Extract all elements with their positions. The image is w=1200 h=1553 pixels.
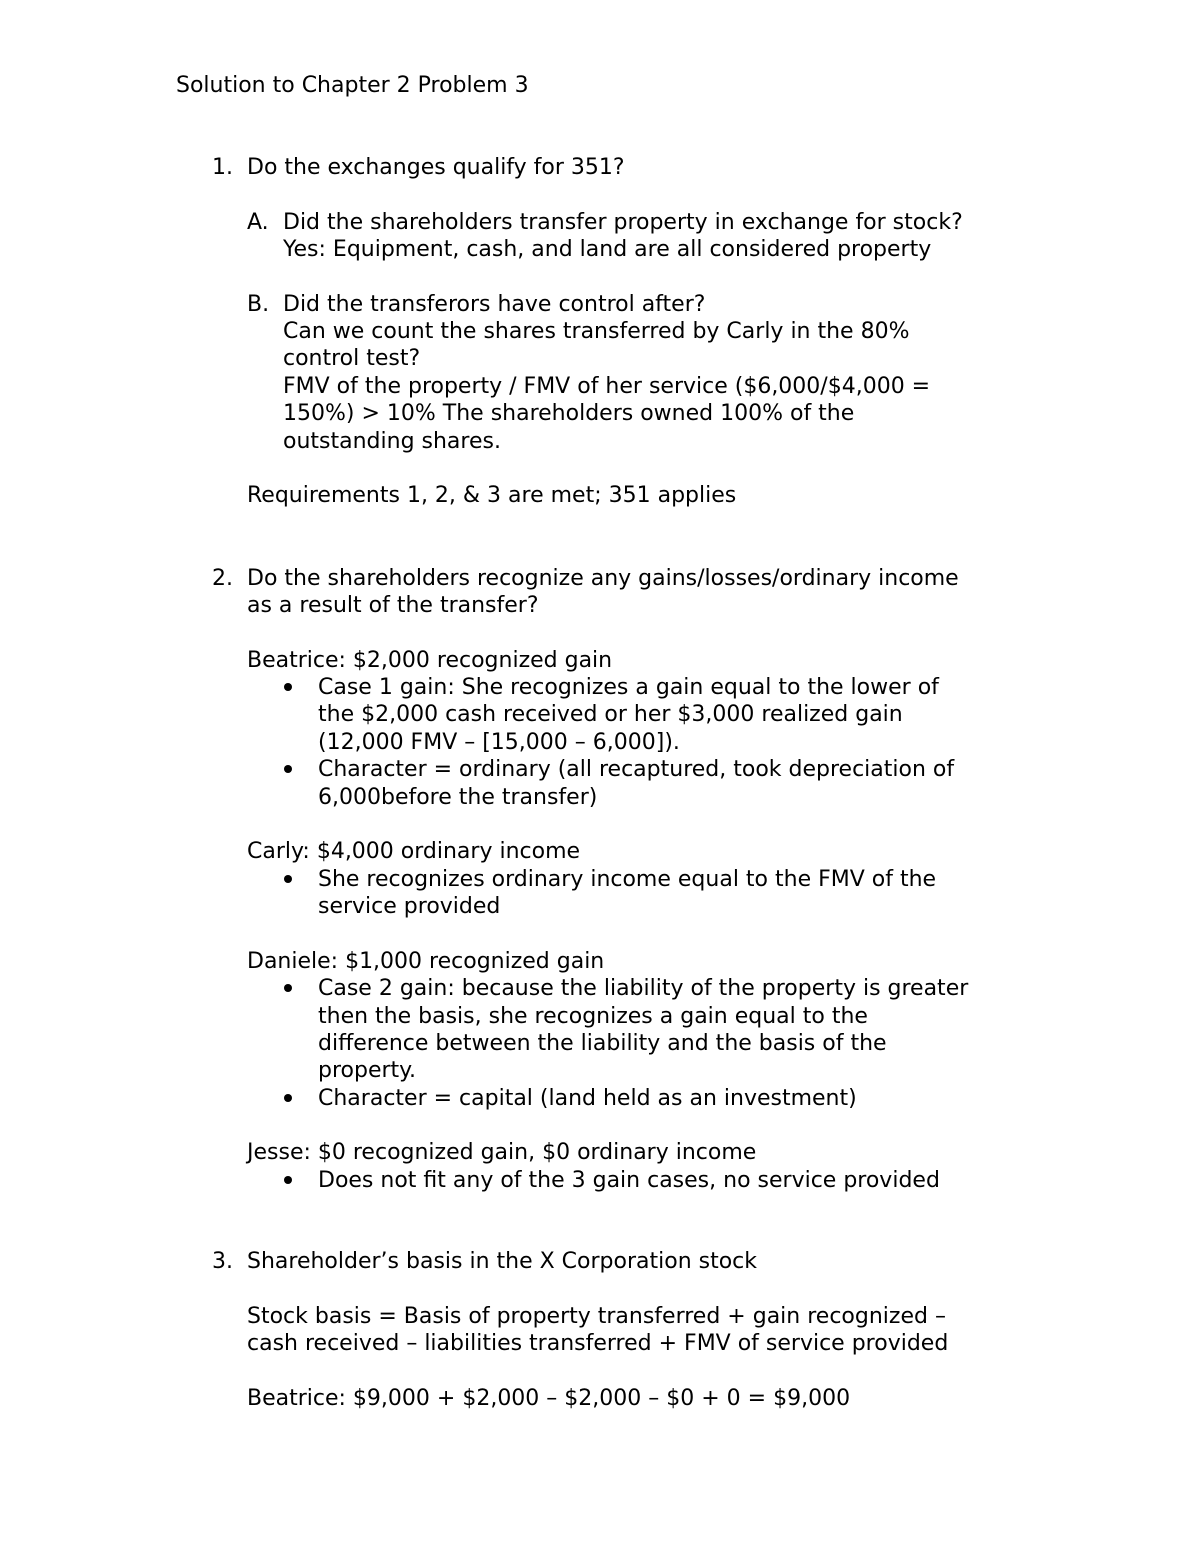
- bullet: [284, 1176, 292, 1184]
- beatrice-heading: Beatrice: $2,000 recognized gain: [247, 648, 613, 673]
- q1-b-line: 150%) > 10% The shareholders owned 100% of the: [283, 401, 855, 426]
- daniele-heading: Daniele: $1,000 recognized gain: [247, 949, 605, 974]
- q2-question-line: Do the shareholders recognize any gains/losses/ordinary income: [247, 566, 959, 591]
- q3-number: 3.: [212, 1249, 233, 1274]
- bullet-line: property.: [318, 1058, 417, 1083]
- bullet-line: Character = ordinary (all recaptured, took depreciation of: [318, 757, 955, 782]
- q1-b-line: FMV of the property / FMV of her service ($6,000/$4,000 =: [283, 374, 931, 399]
- bullet-line: Does not fit any of the 3 gain cases, no service provided: [318, 1168, 940, 1193]
- q2-question-line: as a result of the transfer?: [247, 593, 539, 618]
- q1-b-line: outstanding shares.: [283, 429, 501, 454]
- bullet: [284, 984, 292, 992]
- q1-number: 1.: [212, 155, 233, 180]
- q3-question: Shareholder’s basis in the X Corporation stock: [247, 1249, 758, 1274]
- bullet: [284, 1094, 292, 1102]
- bullet-line: the $2,000 cash received or her $3,000 realized gain: [318, 702, 903, 727]
- bullet: [284, 875, 292, 883]
- q1-b-label: B.: [247, 292, 270, 317]
- page-title: Solution to Chapter 2 Problem 3: [176, 73, 529, 98]
- bullet-line: then the basis, she recognizes a gain equal to the: [318, 1004, 868, 1029]
- carly-heading: Carly: $4,000 ordinary income: [247, 839, 581, 864]
- q1-conclusion: Requirements 1, 2, & 3 are met; 351 applies: [247, 483, 737, 508]
- q1-a-line: Yes: Equipment, cash, and land are all considered property: [283, 237, 932, 262]
- q1-a-label: A.: [247, 210, 269, 235]
- q1-question: Do the exchanges qualify for 351?: [247, 155, 625, 180]
- bullet-line: difference between the liability and the basis of the: [318, 1031, 887, 1056]
- jesse-heading: Jesse: $0 recognized gain, $0 ordinary income: [247, 1140, 757, 1165]
- q2-number: 2.: [212, 566, 233, 591]
- formula-line: Stock basis = Basis of property transferred + gain recognized –: [247, 1304, 946, 1329]
- bullet: [284, 683, 292, 691]
- formula-line: cash received – liabilities transferred + FMV of service provided: [247, 1331, 949, 1356]
- bullet-line: Character = capital (land held as an investment): [318, 1086, 857, 1111]
- bullet: [284, 765, 292, 773]
- beatrice-basis: Beatrice: $9,000 + $2,000 – $2,000 – $0 + 0 = $9,000: [247, 1386, 851, 1411]
- q1-b-line: control test?: [283, 346, 421, 371]
- bullet-line: service provided: [318, 894, 501, 919]
- q1-b-line: Can we count the shares transferred by Carly in the 80%: [283, 319, 910, 344]
- bullet-line: (12,000 FMV – [15,000 – 6,000]).: [318, 730, 680, 755]
- bullet-line: 6,000before the transfer): [318, 785, 598, 810]
- bullet-line: She recognizes ordinary income equal to the FMV of the: [318, 867, 937, 892]
- q1-b-line: Did the transferors have control after?: [283, 292, 706, 317]
- bullet-line: Case 2 gain: because the liability of the property is greater: [318, 976, 969, 1001]
- q1-a-line: Did the shareholders transfer property in exchange for stock?: [283, 210, 963, 235]
- bullet-line: Case 1 gain: She recognizes a gain equal to the lower of: [318, 675, 939, 700]
